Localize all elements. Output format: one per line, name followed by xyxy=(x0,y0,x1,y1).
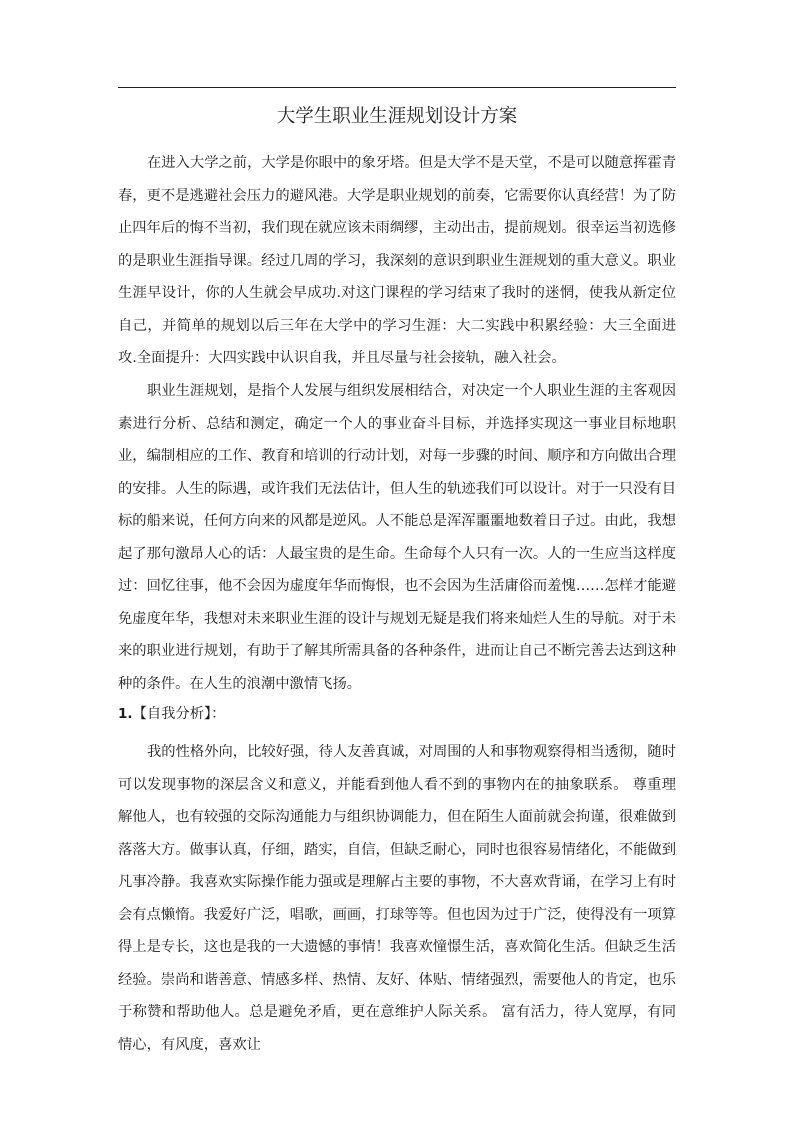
definition-paragraph: 职业生涯规划，是指个人发展与组织发展相结合，对决定一个人职业生涯的主客观因素进行分析、总结和测定，确定一个人的事业奋斗目标，并选择实现这一事业目标地职业，编制相应的工作、教育和培训的行动计划，对每一步骤的时间、顺序和方向做出合理的安排。人生的际遇，或许我们无法估计，但人生的轨迹我们可以设计。对于一只没有目标的船来说，任何方向来的风都是逆风。人不能总是浑浑噩噩地数着日子过。由此，我想起了那句激昂人心的话：人最宝贵的是生命。生命每个人只有一次。人的一生应当这样度过：回忆往事，他不会因为虚度年华而悔恨，也不会因为生活庸俗而羞愧……怎样才能避免虚度年华，我想对未来职业生涯的设计与规划无疑是我们将来灿烂人生的导航。对于未来的职业进行规划，有助于了解其所需具备的各种条件，进而让自己不断完善去达到这种种的条件。在人生的浪潮中激情飞扬。 xyxy=(118,383,676,692)
document-title: 大学生职业生涯规划设计方案 xyxy=(276,106,518,127)
header-rule xyxy=(118,87,676,88)
intro-paragraph: 在进入大学之前，大学是你眼中的象牙塔。但是大学不是天堂，不是可以随意挥霍青春，更不是逃避社会压力的避风港。大学是职业规划的前奏，它需要你认真经营！为了防止四年后的悔不当初，我们现在就应该未雨绸缪，主动出击，提前规划。很幸运当初选修的是职业生涯指导课。经过几周的学习，我深刻的意识到职业生涯规划的重大意义。职业生涯早设计，你的人生就会早成功.对这门课程的学习结束了我时的迷惘，使我从新定位自己，并简单的规划以后三年在大学中的学习生涯：大二实践中积累经验：大三全面进攻.全面提升：大四实践中认识自我，并且尽量与社会接轨，融入社会。 xyxy=(118,155,676,366)
self-analysis-paragraph: 我的性格外向，比较好强，待人友善真诚，对周围的人和事物观察得相当透彻，随时可以发现事物的深层含义和意义，并能看到他人看不到的事物内在的抽象联系。 尊重理解他人，也有较强的交际沟通能力与组织协调能力，但在陌生人面前就会拘谨，很难做到落落大方。做事认真，仔细，踏实，自信，但缺乏耐心，同时也很容易情绪化，不能做到凡事冷静。我喜欢实际操作能力强或是理解占主要的事物，不大喜欢背诵，在学习上有时会有点懒惰。我爱好广泛，唱歌，画画，打球等等。但也因为过于广泛，使得没有一项算得上是专长，这也是我的一大遗憾的事情！我喜欢憧憬生活，喜欢简化生活。但缺乏生活经验。崇尚和谐善意、情感多样、热情、友好、体贴、情绪强烈，需要他人的肯定，也乐于称赞和帮助他人。总是避免矛盾，更在意维护人际关系。 富有活力，待人宽厚，有同情心，有风度，喜欢让 xyxy=(118,744,676,1053)
section-heading xyxy=(118,700,676,728)
section-label: 【自我分析】： xyxy=(132,706,226,722)
section-number: 1. xyxy=(118,706,133,722)
